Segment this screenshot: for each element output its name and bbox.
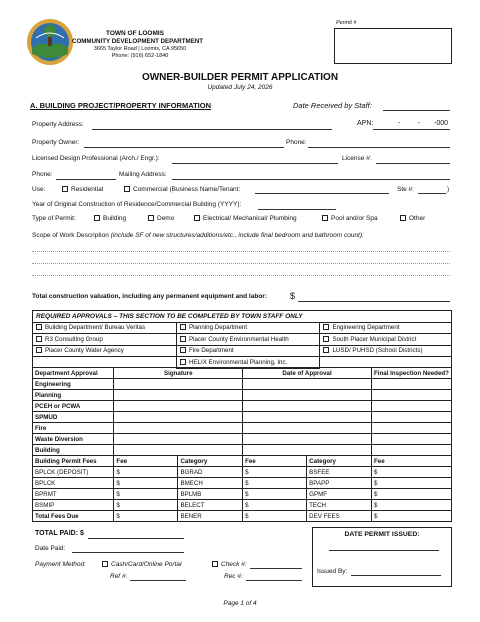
table-row: Total Fees Due $ BENER $ DEV FEES $ — [33, 511, 452, 522]
section-a-heading: A. BUILDING PROJECT/PROPERTY INFORMATION — [30, 101, 211, 110]
department-name: COMMUNITY DEVELOPMENT DEPARTMENT — [72, 38, 204, 45]
option-label: Demo — [157, 215, 175, 222]
issued-by-label: Issued By: — [317, 568, 348, 575]
checkbox[interactable] — [62, 186, 68, 192]
valuation-label: Total construction valuation, including any permanent equipment and labor: — [32, 293, 267, 300]
permit-issued-box — [312, 527, 452, 587]
option-label: Electrical/ Mechanical/ Plumbing — [203, 215, 297, 222]
scope-note: (include SF of new structures/additions/etc., include final bedroom and bathroom count): — [110, 232, 364, 239]
scope-line-1[interactable] — [32, 251, 450, 252]
permit-type-pool[interactable] — [322, 215, 378, 222]
designer-phone-label: Phone: — [32, 171, 53, 178]
checkbox[interactable] — [323, 336, 329, 342]
scope-row — [32, 232, 364, 239]
valuation-field[interactable] — [298, 301, 450, 302]
permit-number-label: Permit # — [336, 20, 357, 26]
checkbox[interactable] — [323, 347, 329, 353]
table-row: Waste Diversion — [33, 434, 452, 445]
department-approval-table — [32, 367, 452, 522]
approval-pc-env-health[interactable]: Placer County Environmental Health — [176, 334, 320, 346]
checkbox[interactable] — [323, 324, 329, 330]
approval-pcwa[interactable]: Placer County Water Agency — [33, 345, 177, 357]
approval-helix[interactable]: HELIX Environmental Planning, Inc. — [176, 357, 320, 369]
apn-dash-1: - — [398, 120, 401, 127]
checkbox[interactable] — [148, 215, 154, 221]
approval-engineering-dept[interactable]: Engineering Department — [320, 322, 452, 334]
fees-header-row: Building Permit Fees Fee Category Fee Category Fee — [33, 456, 452, 467]
approval-spmud[interactable]: South Placer Municipal District — [320, 334, 452, 346]
checkbox[interactable] — [36, 336, 42, 342]
checkbox[interactable] — [180, 359, 186, 365]
approval-school-districts[interactable]: LUSD/ PUHSD (School Districts) — [320, 345, 452, 357]
suite-close-paren: ) — [447, 186, 450, 193]
scope-line-2[interactable] — [32, 263, 450, 264]
checkbox[interactable] — [102, 561, 108, 567]
owner-phone-label: Phone: — [286, 139, 307, 146]
business-name-field[interactable] — [255, 193, 389, 194]
property-owner-label: Property Owner: — [32, 139, 80, 146]
issued-by-field[interactable] — [351, 575, 441, 576]
payment-cash-option[interactable]: Cash/Card/Online Portal — [102, 561, 181, 568]
suite-label: Ste #: — [397, 186, 414, 193]
updated-date: Updated July 24, 2026 — [207, 84, 273, 91]
total-paid-label: TOTAL PAID: $ — [35, 530, 84, 537]
scope-line-3[interactable] — [32, 275, 450, 276]
ref-label: Ref #: — [110, 573, 128, 580]
checkbox[interactable] — [180, 324, 186, 330]
date-received-field[interactable] — [383, 110, 450, 111]
table-row: Building — [33, 445, 452, 456]
permit-type-label: Type of Permit: — [32, 215, 76, 222]
approval-planning-dept[interactable]: Planning Department — [176, 322, 320, 334]
date-paid-field[interactable] — [72, 552, 184, 553]
table-row: Fire — [33, 423, 452, 434]
use-row — [32, 186, 45, 193]
permit-type-building[interactable] — [94, 215, 126, 222]
date-issued-field[interactable] — [329, 550, 439, 551]
option-label: Other — [409, 215, 426, 222]
use-residential-option[interactable] — [62, 186, 103, 193]
valuation-currency: $ — [290, 291, 296, 301]
approvals-heading: REQUIRED APPROVALS – THIS SECTION TO BE COMPLETED BY TOWN STAFF ONLY — [33, 311, 452, 323]
table-row: SPMUD — [33, 412, 452, 423]
year-construction-field[interactable] — [258, 209, 336, 210]
year-construction-label: Year of Original Construction of Residence/Commercial Building (YYYY): — [32, 201, 242, 208]
checkbox[interactable] — [322, 215, 328, 221]
licensed-professional-label: Licensed Design Professional (Arch./ Engr.): — [32, 155, 160, 162]
ref-number-field[interactable] — [130, 580, 186, 581]
apn-suffix: -000 — [434, 120, 449, 127]
town-name: TOWN OF LOOMIS — [105, 30, 164, 37]
scope-label: Scope of Work Description — [32, 232, 109, 239]
mailing-address-label: Mailing Address: — [119, 171, 167, 178]
table-row: BSMIP $ BELECT $ TECH $ — [33, 500, 452, 511]
checkbox[interactable] — [212, 561, 218, 567]
date-paid-label: Date Paid: — [35, 545, 66, 552]
approval-r3-consulting[interactable]: R3 Consulting Group — [33, 334, 177, 346]
licensed-professional-field[interactable] — [172, 163, 338, 164]
table-row: Planning — [33, 390, 452, 401]
total-paid-field[interactable] — [88, 538, 184, 539]
property-address-field[interactable] — [92, 129, 332, 130]
dept-phone: Phone: (916) 652-1840 — [111, 53, 169, 59]
date-approval-header: Date of Approval — [243, 368, 372, 379]
suite-field[interactable] — [418, 193, 446, 194]
permit-type-emp[interactable] — [194, 215, 297, 222]
date-received-label: Date Received by Staff: — [293, 101, 372, 110]
permit-type-other[interactable] — [400, 215, 425, 222]
form-title: OWNER-BUILDER PERMIT APPLICATION — [141, 72, 339, 83]
checkbox[interactable] — [94, 215, 100, 221]
checkbox[interactable] — [400, 215, 406, 221]
rec-label: Rec #: — [224, 573, 243, 580]
checkbox[interactable] — [124, 186, 130, 192]
apn-dash-2: - — [418, 120, 421, 127]
required-approvals-table — [32, 310, 452, 369]
payment-check-option[interactable]: Check #: — [212, 561, 247, 568]
approval-building-dept[interactable]: Building Department/ Bureau Veritas — [33, 322, 177, 334]
checkbox[interactable] — [180, 336, 186, 342]
apn-label: APN: — [357, 120, 374, 127]
table-row: Engineering — [33, 379, 452, 390]
dept-approval-header: Department Approval — [33, 368, 114, 379]
license-number-field[interactable] — [376, 163, 450, 164]
owner-phone-field[interactable] — [308, 147, 450, 148]
option-label: Pool and/or Spa — [331, 215, 378, 222]
rec-number-field[interactable] — [246, 580, 302, 581]
apn-field[interactable] — [373, 129, 450, 130]
option-label: Building — [103, 215, 127, 222]
property-owner-field[interactable] — [84, 147, 284, 148]
permit-type-demo[interactable] — [148, 215, 174, 222]
table-row: BPLCK $ BMECH $ BPAPP $ — [33, 478, 452, 489]
use-label: Use: — [32, 186, 46, 193]
table-row: PCEH or PCWA — [33, 401, 452, 412]
checkbox[interactable] — [180, 347, 186, 353]
town-seal-logo — [26, 18, 74, 66]
license-number-label: License #: — [342, 155, 372, 162]
option-label: Residential — [71, 186, 104, 193]
check-number-field[interactable] — [250, 568, 302, 569]
property-address-label: Property Address: — [32, 121, 84, 128]
designer-phone-field[interactable] — [56, 179, 116, 180]
table-row: BPRMT $ BPLMB $ GPMF $ — [33, 489, 452, 500]
permit-number-box[interactable] — [334, 28, 452, 64]
dept-address: 3665 Taylor Road | Loomis, CA 95650 — [93, 46, 187, 52]
date-issued-label: DATE PERMIT ISSUED: — [344, 531, 420, 538]
checkbox[interactable] — [36, 324, 42, 330]
checkbox[interactable] — [194, 215, 200, 221]
payment-method-label: Payment Method: — [35, 561, 86, 568]
use-commercial-option[interactable] — [124, 186, 240, 193]
approval-fire-dept[interactable]: Fire Department — [176, 345, 320, 357]
table-row: BPLCK (DEPOSIT) $ BGRAD $ BSFEE $ — [33, 467, 452, 478]
final-inspection-header: Final Inspection Needed? — [372, 368, 452, 379]
page-number: Page 1 of 4 — [223, 600, 257, 607]
option-label: Commercial (Business Name/Tenant: — [133, 186, 241, 193]
signature-header: Signature — [114, 368, 243, 379]
checkbox[interactable] — [36, 347, 42, 353]
mailing-address-field[interactable] — [172, 179, 450, 180]
